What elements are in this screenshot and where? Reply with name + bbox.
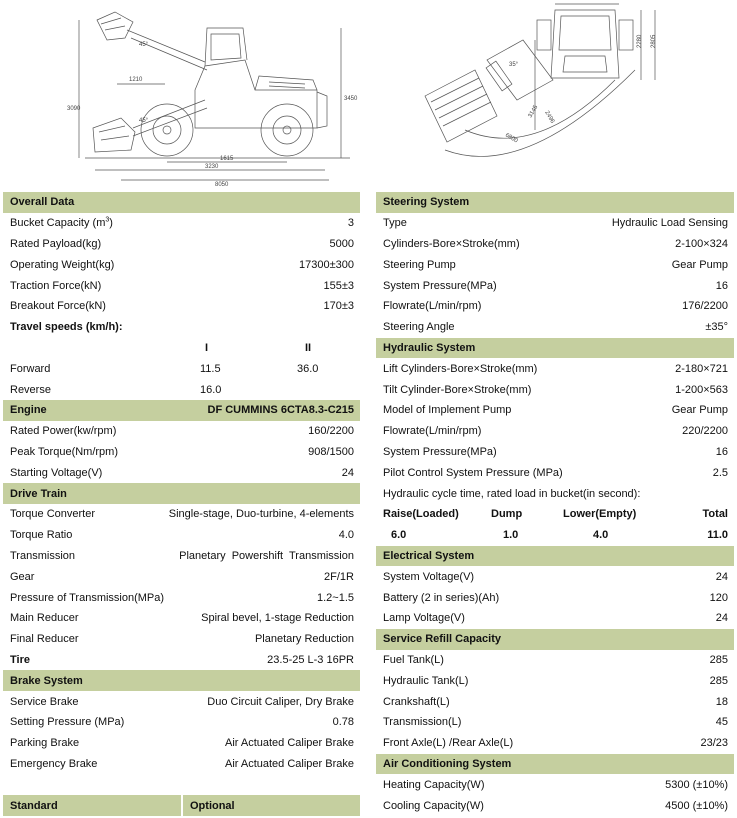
section-header-steering: Steering System [376, 192, 734, 213]
speed-value: 16.0 [200, 383, 222, 396]
dim-label: 35° [509, 62, 519, 68]
spec-value: 4.0 [338, 529, 354, 542]
dim-label: 2496 [543, 110, 556, 125]
spec-label: Rated Power(kw/rpm) [10, 425, 117, 438]
left-spec-column [3, 192, 360, 816]
spec-row [376, 442, 734, 463]
cycle-header: Raise(Loaded) [383, 508, 459, 521]
spec-value: 1-200×563 [675, 383, 728, 396]
spec-value: 220/2200 [682, 425, 728, 438]
spec-label: Flowrate(L/min/rpm) [383, 300, 482, 313]
spec-value: Hydraulic Load Sensing [611, 217, 728, 230]
dim-label: 3230 [205, 164, 219, 170]
spec-value: 155±3 [323, 279, 354, 292]
spec-label: Transmission [10, 549, 75, 562]
spec-row [376, 691, 734, 712]
gear-header: I [205, 341, 209, 354]
spec-label: Main Reducer [10, 612, 79, 625]
spec-label: Setting Pressure (MPa) [10, 716, 125, 729]
spec-label: System Pressure(MPa) [383, 445, 497, 458]
spec-row [376, 234, 734, 255]
spec-row [3, 254, 360, 275]
spec-value: 160/2200 [308, 425, 354, 438]
spec-label: Pressure of Transmission(MPa) [10, 591, 165, 604]
spec-row-tire [3, 650, 360, 671]
dim-label: 1210 [129, 77, 143, 83]
spec-row [3, 275, 360, 296]
dim-label: 2280 [637, 34, 643, 48]
spec-label: System Pressure(MPa) [383, 279, 497, 292]
spec-row [376, 296, 734, 317]
spec-label: Steering Angle [383, 321, 455, 334]
speed-value: 36.0 [297, 362, 319, 375]
spec-value: 5000 [329, 237, 354, 250]
spec-row [376, 733, 734, 754]
cycle-value: 4.0 [593, 529, 609, 542]
spec-label: Final Reducer [10, 633, 79, 646]
dim-label: 6800 [504, 132, 519, 145]
spec-label: Starting Voltage(V) [10, 466, 103, 479]
dim-label: 3145 [527, 104, 540, 119]
spec-label: Fuel Tank(L) [383, 653, 444, 666]
spec-value: 120 [709, 591, 728, 604]
spec-row [3, 213, 360, 234]
spec-row [3, 234, 360, 255]
spec-row [3, 525, 360, 546]
spec-label: Cooling Capacity(W) [383, 799, 484, 812]
spec-value: 4500 (±10%) [665, 799, 728, 812]
spec-value: 2-180×721 [675, 362, 728, 375]
top-view-drawing [405, 0, 675, 190]
spec-label: Tire [10, 653, 30, 666]
cycle-value: 6.0 [391, 529, 407, 542]
spec-value: 170±3 [323, 300, 354, 313]
speed-label: Reverse [10, 383, 51, 396]
spec-label: Gear [10, 570, 35, 583]
section-header-electrical: Electrical System [376, 546, 734, 567]
spec-value: 23.5-25 L-3 16PR [267, 653, 354, 666]
spec-label: Model of Implement Pump [383, 404, 512, 417]
spec-value: Duo Circuit Caliper, Dry Brake [207, 695, 354, 708]
spec-row [376, 275, 734, 296]
spec-value: Spiral bevel, 1-stage Reduction [201, 612, 354, 625]
spec-row [376, 795, 734, 816]
spec-label: System Voltage(V) [383, 570, 475, 583]
right-spec-column [376, 192, 734, 816]
spec-row [376, 421, 734, 442]
side-view-drawing [55, 0, 358, 190]
spec-value: 2-100×324 [675, 237, 728, 250]
spec-row [3, 546, 360, 567]
section-header-brake: Brake System [3, 670, 360, 691]
spec-row [376, 358, 734, 379]
spec-value: 16 [715, 279, 728, 292]
spec-row [376, 254, 734, 275]
spec-label: Lift Cylinders-Bore×Stroke(mm) [383, 362, 538, 375]
cycle-header: Dump [491, 508, 523, 521]
spec-row [376, 650, 734, 671]
spec-value: 176/2200 [682, 300, 728, 313]
spec-value: 18 [715, 695, 728, 708]
spec-row [3, 712, 360, 733]
spec-value: 24 [341, 466, 354, 479]
legend-standard: Standard [3, 795, 181, 816]
section-header-engine: Engine DF CUMMINS 6CTA8.3-C215 [3, 400, 360, 421]
spec-row [376, 317, 734, 338]
cycle-header-row [376, 504, 734, 525]
spec-label: Steering Pump [383, 258, 456, 271]
spec-value: 24 [715, 570, 728, 583]
dim-label: 3450 [344, 96, 358, 102]
legend-optional: Optional [183, 795, 360, 816]
spec-value: 16 [715, 445, 728, 458]
spec-value: Planetary Reduction [254, 633, 354, 646]
legend-footer [3, 795, 360, 816]
spec-row [3, 462, 360, 483]
spec-row [376, 670, 734, 691]
engine-model: DF CUMMINS 6CTA8.3-C215 [207, 404, 354, 417]
spec-label: Heating Capacity(W) [383, 778, 485, 791]
dim-label: 3090 [67, 106, 81, 112]
spec-value: Gear Pump [671, 404, 728, 417]
spec-label: Type [383, 217, 407, 230]
spec-value: 2F/1R [324, 570, 354, 583]
dim-label: 8050 [215, 182, 229, 188]
spec-value: 24 [715, 612, 728, 625]
cycle-value: 11.0 [707, 529, 728, 542]
dim-label: 45° [139, 118, 149, 124]
spec-label: Peak Torque(Nm/rpm) [10, 445, 118, 458]
spec-row [376, 587, 734, 608]
spec-value: 23/23 [700, 737, 728, 750]
spec-value: Gear Pump [671, 258, 728, 271]
spec-row [376, 400, 734, 421]
spec-row [3, 754, 360, 775]
spec-label: Operating Weight(kg) [10, 258, 115, 271]
spec-value: Planetary Powershift Transmission [179, 549, 354, 562]
cycle-value-row [376, 525, 734, 546]
spec-label: Service Brake [10, 695, 79, 708]
speed-row-reverse [3, 379, 360, 400]
spec-label: Bucket Capacity $(m^3)$ [10, 216, 113, 230]
technical-drawings [0, 0, 737, 188]
speed-row-forward [3, 358, 360, 379]
dim-label: 2805 [651, 34, 657, 48]
dim-label: 45° [139, 42, 149, 48]
spec-label: Lamp Voltage(V) [383, 612, 465, 625]
spec-row [3, 608, 360, 629]
cycle-value: 1.0 [503, 529, 519, 542]
section-header-hydraulic: Hydraulic System [376, 338, 734, 359]
spec-row [376, 712, 734, 733]
spec-row [3, 566, 360, 587]
section-header-air-conditioning: Air Conditioning System [376, 754, 734, 775]
spec-row [376, 608, 734, 629]
travel-speeds-title: Travel speeds (km/h): [10, 321, 123, 334]
spec-label: Breakout Force(kN) [10, 300, 106, 313]
spec-value: Air Actuated Caliper Brake [224, 757, 354, 770]
spec-label: Flowrate(L/min/rpm) [383, 425, 482, 438]
spec-row [376, 566, 734, 587]
spec-value: 0.78 [332, 716, 354, 729]
spec-row [3, 733, 360, 754]
spec-value: 285 [709, 674, 728, 687]
spec-value: 17300±300 [299, 258, 354, 271]
speed-value: 11.5 [200, 362, 221, 375]
spec-row [3, 442, 360, 463]
gear-header-row [3, 338, 360, 359]
spec-row [376, 213, 734, 234]
spec-row [3, 504, 360, 525]
dim-label: 1615 [220, 156, 234, 162]
spec-label: Hydraulic Tank(L) [383, 674, 469, 687]
spec-label: Pilot Control System Pressure (MPa) [383, 466, 563, 479]
spec-value: 3 [347, 217, 354, 230]
spec-label: Emergency Brake [10, 757, 98, 770]
spec-label: Battery (2 in series)(Ah) [383, 591, 500, 604]
spec-row [3, 587, 360, 608]
spec-value: 5300 (±10%) [665, 778, 728, 791]
spec-label: Transmission(L) [383, 716, 462, 729]
spec-label: Parking Brake [10, 737, 80, 750]
spec-label: Torque Converter [10, 508, 95, 521]
spacer [3, 774, 360, 795]
section-header-refill: Service Refill Capacity [376, 629, 734, 650]
spec-value: ±35° [705, 321, 728, 334]
spec-value: 1.2~1.5 [316, 591, 354, 604]
spec-row [376, 379, 734, 400]
spec-label: Cylinders-Bore×Stroke(mm) [383, 237, 520, 250]
spec-label: Traction Force(kN) [10, 279, 102, 292]
spec-row [3, 629, 360, 650]
section-header-overall: Overall Data [3, 192, 360, 213]
speed-label: Forward [10, 362, 51, 375]
spec-row [376, 462, 734, 483]
spec-value: 285 [709, 653, 728, 666]
cycle-header: Lower(Empty) [563, 508, 637, 521]
spec-value: 2.5 [712, 466, 728, 479]
spec-label: Torque Ratio [10, 529, 73, 542]
spec-row [376, 774, 734, 795]
cycle-time-title: Hydraulic cycle time, rated load in bucket(in second): [383, 487, 641, 500]
spec-value: 908/1500 [308, 445, 354, 458]
spec-label: Tilt Cylinder-Bore×Stroke(mm) [383, 383, 532, 396]
spec-value: Air Actuated Caliper Brake [224, 737, 354, 750]
spec-label: Rated Payload(kg) [10, 237, 102, 250]
cycle-header: Total [702, 508, 728, 521]
spec-row [3, 421, 360, 442]
spec-label: Crankshaft(L) [383, 695, 450, 708]
spec-value: 45 [715, 716, 728, 729]
spec-label: Front Axle(L) /Rear Axle(L) [383, 737, 514, 750]
spec-row [3, 296, 360, 317]
spec-value: Single-stage, Duo-turbine, 4-elements [168, 508, 354, 521]
spec-row [3, 691, 360, 712]
section-header-drive-train: Drive Train [3, 483, 360, 504]
gear-header: II [305, 341, 312, 354]
